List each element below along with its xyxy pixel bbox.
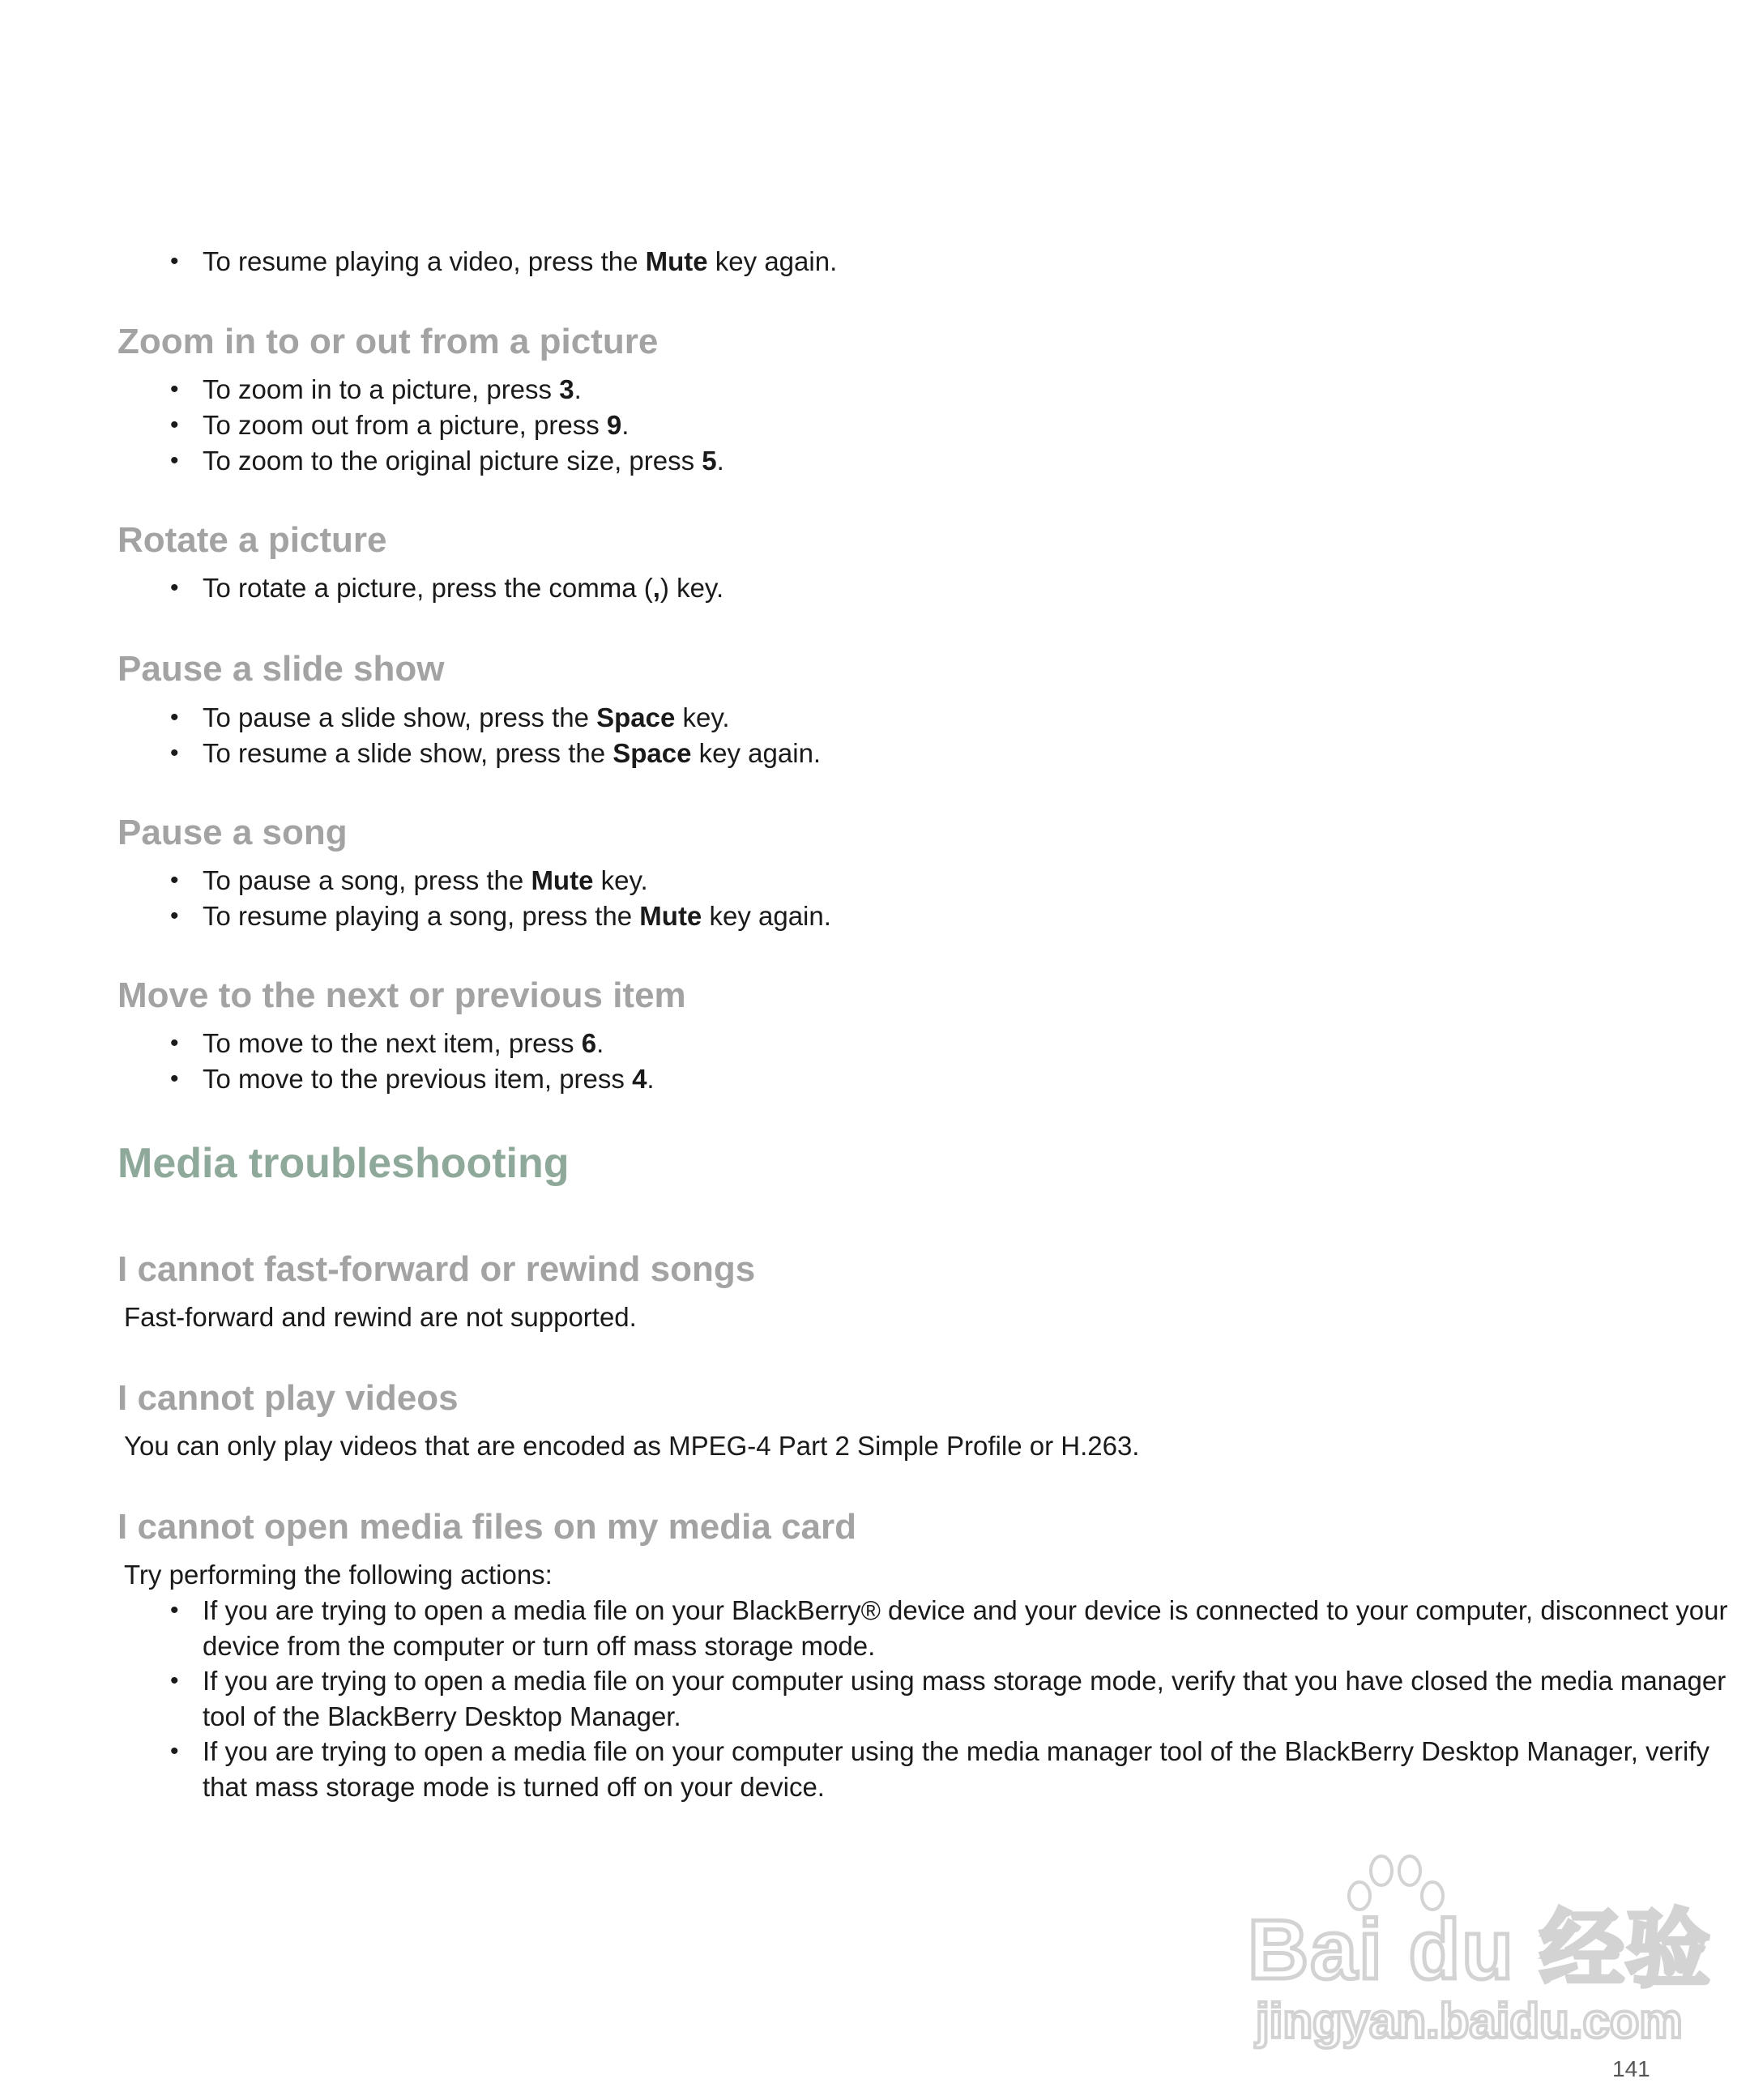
body-text: Try performing the following actions:: [124, 1560, 553, 1590]
section-heading-slideshow: Pause a slide show: [117, 649, 445, 689]
list-item: • If you are trying to open a media file on your computer using mass storage mode, verify that you have closed the media manager: [203, 1663, 1726, 1699]
baidu-watermark: [1248, 1851, 1712, 2048]
list-item-continuation: that mass storage mode is turned off on your device.: [203, 1772, 825, 1802]
section-heading-fastforward: I cannot fast-forward or rewind songs: [117, 1249, 756, 1289]
body-text: You can only play videos that are encoded as MPEG-4 Part 2 Simple Profile or H.263.: [124, 1431, 1140, 1461]
list-item-continuation: device from the computer or turn off mass storage mode.: [203, 1631, 876, 1661]
watermark-url: jingyan.baidu.com: [1256, 1994, 1683, 2048]
page-number: 141: [1612, 2056, 1650, 2081]
list-item: • To resume a slide show, press the Space key again.: [203, 736, 821, 771]
list-item: • To zoom in to a picture, press 3.: [203, 372, 582, 408]
section-heading-zoom: Zoom in to or out from a picture: [117, 322, 659, 361]
list-item: • To zoom out from a picture, press 9.: [203, 408, 629, 443]
section-heading-rotate: Rotate a picture: [117, 520, 387, 560]
list-item-continuation: tool of the BlackBerry Desktop Manager.: [203, 1701, 681, 1731]
list-item: • To zoom to the original picture size, press 5.: [203, 443, 724, 479]
section-heading-move: Move to the next or previous item: [117, 975, 686, 1015]
list-item: • To resume playing a video, press the Mute key again.: [203, 244, 837, 280]
list-item: • To move to the previous item, press 4.: [203, 1061, 655, 1097]
list-item: • To pause a song, press the Mute key.: [203, 863, 648, 898]
body-text: Fast-forward and rewind are not supported.: [124, 1302, 637, 1332]
list-item: • To rotate a picture, press the comma (,) key.: [203, 570, 723, 606]
list-item: • If you are trying to open a media file on your BlackBerry® device and your device is connected to your computer, disconnect your: [203, 1593, 1727, 1628]
section-heading-song: Pause a song: [117, 813, 348, 852]
section-heading-videos: I cannot play videos: [117, 1378, 459, 1418]
section-heading-mediacard: I cannot open media files on my media card: [117, 1507, 857, 1547]
list-item: • If you are trying to open a media file on your computer using the media manager tool of the BlackBerry Desktop Manager, verify: [203, 1734, 1709, 1769]
list-item: • To pause a slide show, press the Space key.: [203, 700, 730, 736]
watermark-logo: Bai du 经验: [1248, 1903, 1712, 1997]
list-item: • To move to the next item, press 6.: [203, 1026, 604, 1061]
list-item: • To resume playing a song, press the Mute key again.: [203, 898, 831, 934]
section-title-troubleshooting: Media troubleshooting: [117, 1140, 570, 1187]
